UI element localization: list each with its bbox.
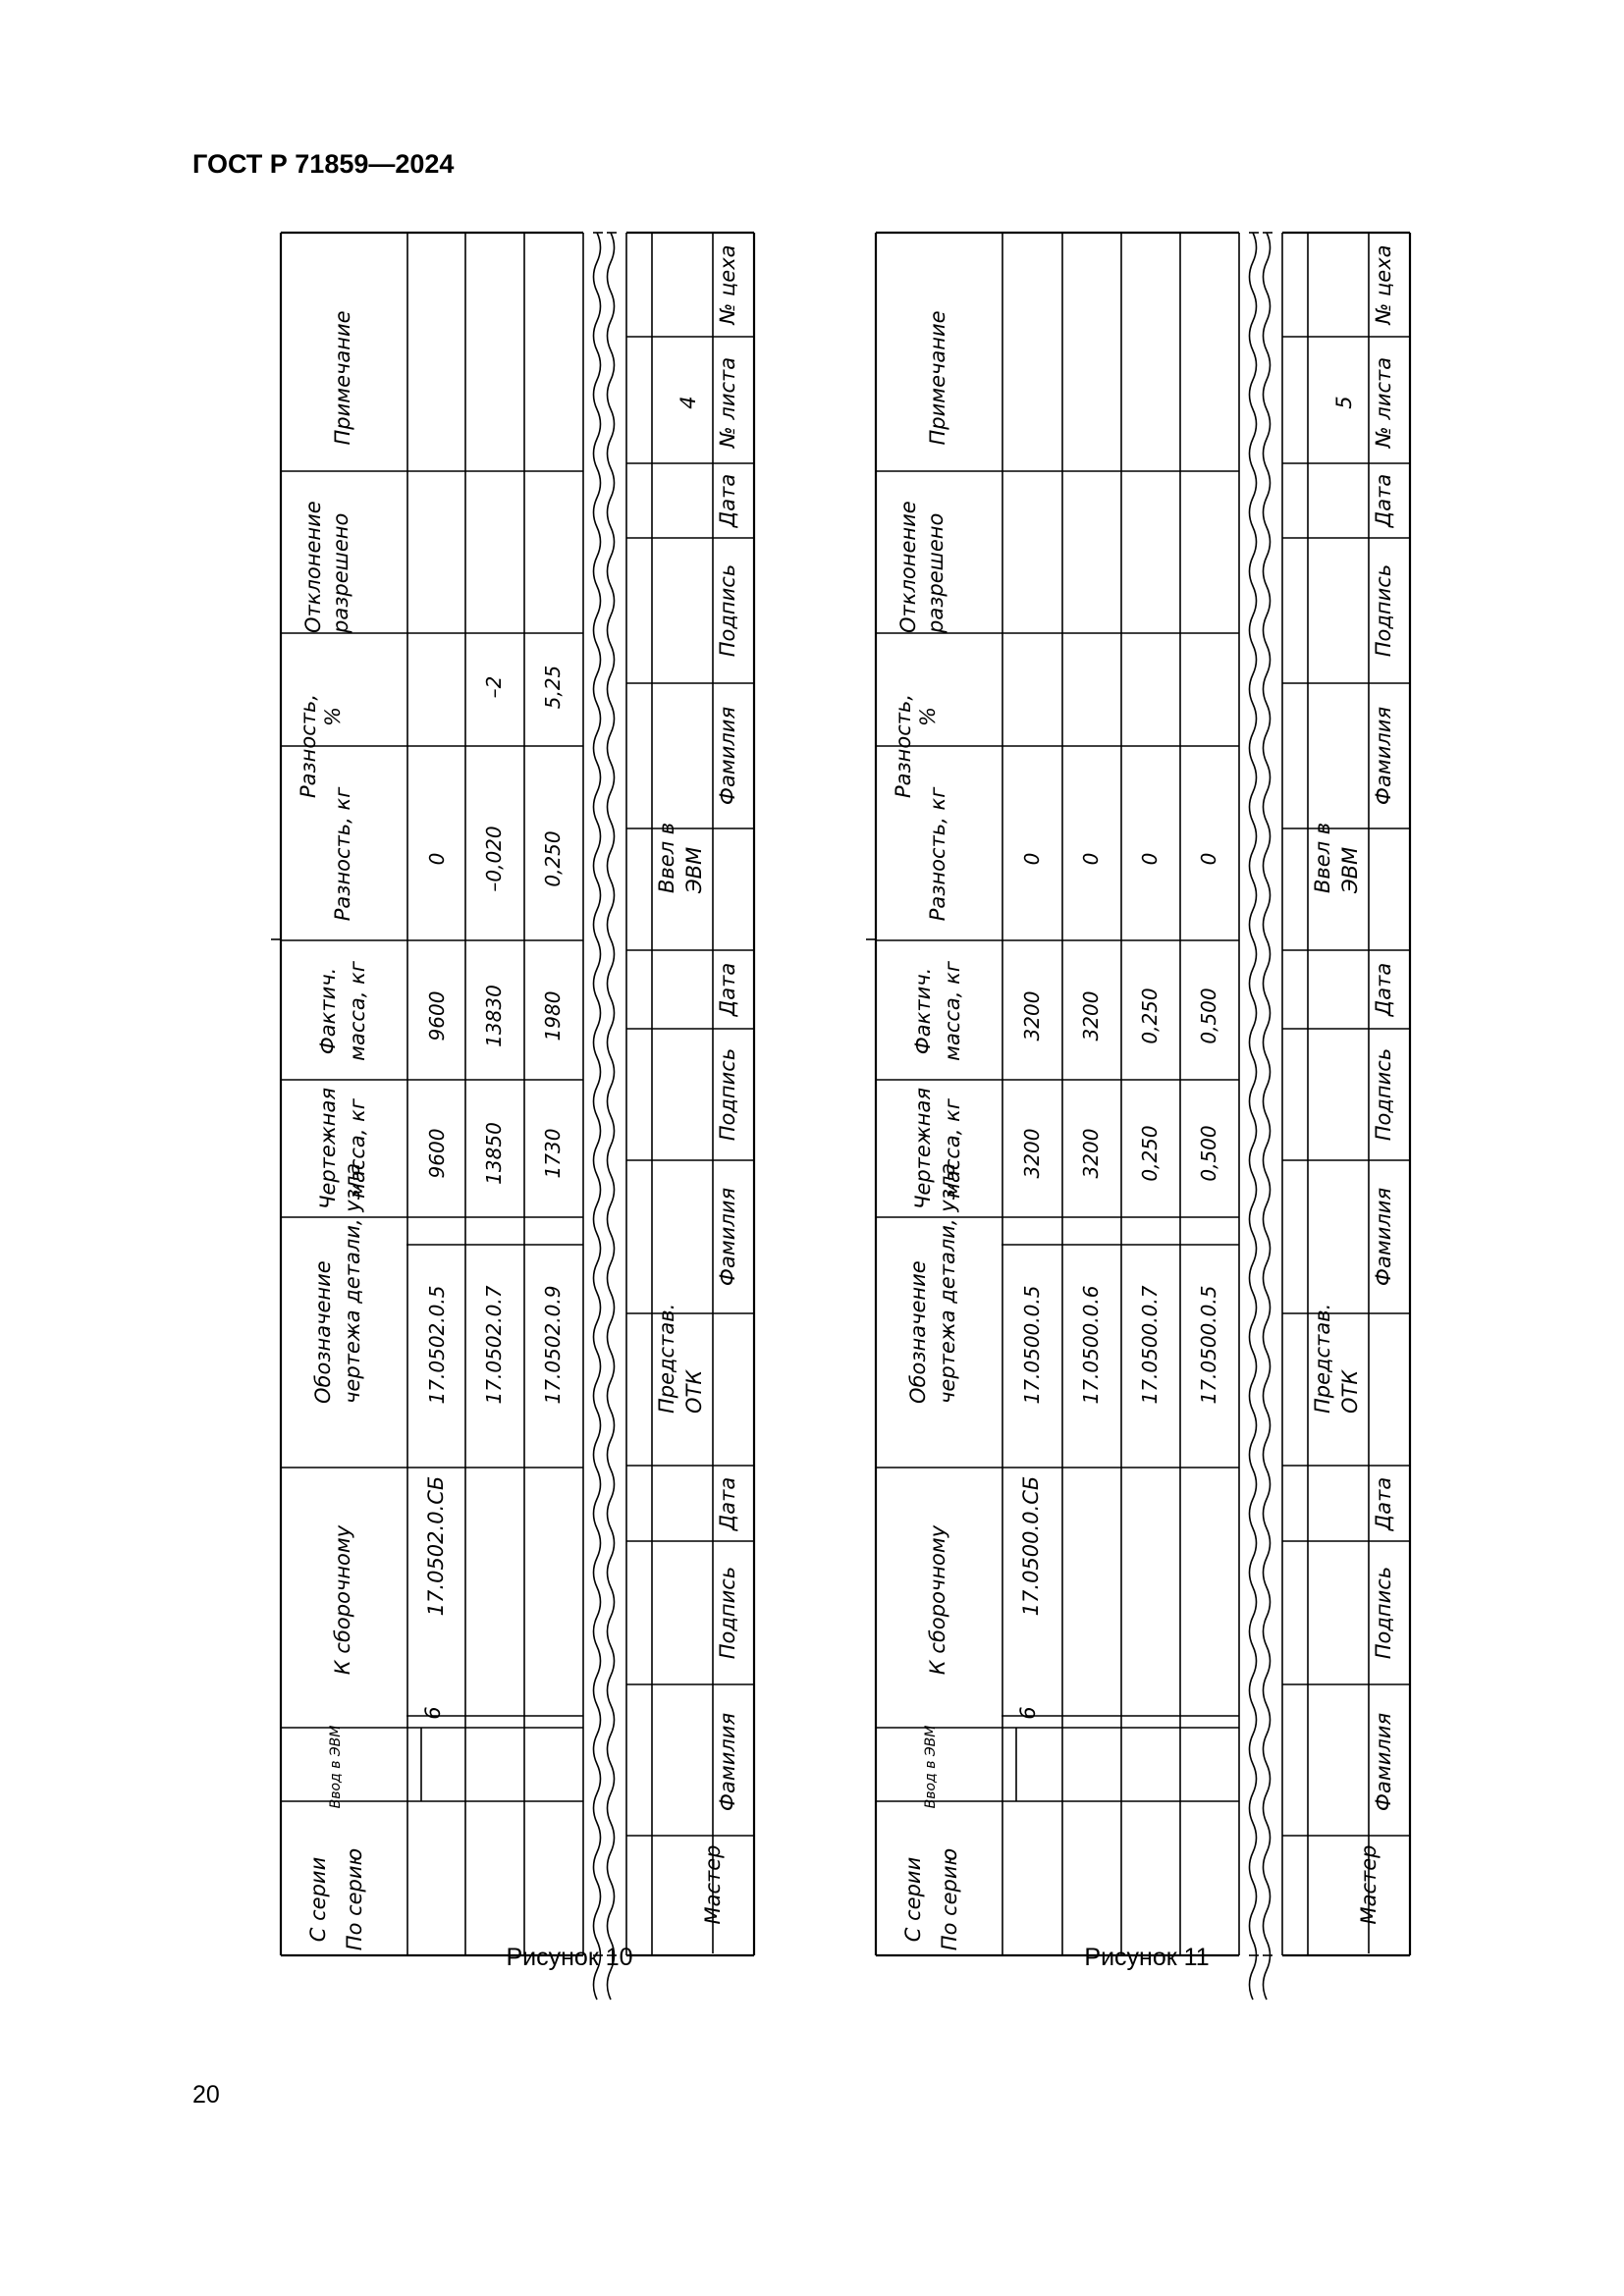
figure-10-caption: Рисунок 10	[506, 1944, 633, 1971]
row-designation: 17.0500.0.6	[1079, 1285, 1103, 1405]
figure-11-caption: Рисунок 11	[1084, 1944, 1210, 1971]
footer-surname: Фамилия	[1372, 706, 1395, 806]
footer-signature: Подпись	[716, 563, 739, 658]
footer-otk-line2: ОТК	[1338, 1369, 1362, 1414]
header-designation-line2: чертежа детали, узла	[341, 1162, 364, 1404]
row-actual-mass: 3200	[1079, 990, 1103, 1041]
footer-surname: Фамилия	[1372, 1187, 1395, 1287]
header-note: Примечание	[926, 310, 949, 446]
row-drawing-mass: 13850	[482, 1122, 506, 1185]
row-diff-kg: 0	[1020, 852, 1044, 866]
footer-otk-line2: ОТК	[682, 1369, 706, 1414]
footer-sheet-number: 4	[677, 396, 700, 409]
row-drawing-mass: 0,500	[1197, 1125, 1220, 1182]
footer-surname: Фамилия	[716, 1712, 739, 1812]
footer-entered-line2: ЭВМ	[1338, 846, 1362, 893]
footer-otk-line1: Предстaв.	[655, 1303, 678, 1414]
footer-master: Мастер	[1357, 1844, 1380, 1925]
row-diff-kg: 0	[425, 852, 449, 866]
footer-sheet-number: 5	[1332, 396, 1356, 409]
header-drawing-mass-line1: Чертежная	[316, 1088, 340, 1209]
header-diff-pct-line2: %	[916, 707, 940, 726]
row-actual-mass: 9600	[425, 990, 449, 1041]
footer-shop-label: № цеха	[716, 244, 739, 325]
break-line-2	[1264, 233, 1271, 2000]
footer-entered-line2: ЭВМ	[682, 846, 706, 893]
row-diff-kg: 0,250	[541, 830, 565, 887]
header-entry-computer: Ввод в ЭВМ	[923, 1725, 939, 1809]
header-actual-mass-line1: Фактич.	[316, 967, 340, 1055]
header-deviation-line2: разрешено	[329, 512, 352, 633]
footer-date: Дата	[716, 473, 739, 528]
header-actual-mass-line2: масса, кг	[941, 961, 964, 1061]
row-designation: 17.0502.0.7	[482, 1285, 506, 1405]
footer-date: Дата	[716, 1476, 739, 1531]
entry-code: 6	[1016, 1706, 1040, 1720]
assembly-designation: 17.0500.0.СБ	[1019, 1475, 1043, 1617]
assembly-designation: 17.0502.0.СБ	[424, 1475, 448, 1617]
row-diff-kg: 0	[1138, 852, 1162, 866]
header-note: Примечание	[331, 310, 354, 446]
header-from-series: С серии	[901, 1856, 925, 1943]
row-diff-kg: 0	[1079, 852, 1103, 866]
row-diff-pct: –2	[482, 675, 506, 699]
footer-date: Дата	[1372, 962, 1395, 1017]
row-drawing-mass: 3200	[1020, 1128, 1044, 1179]
footer-signature: Подпись	[716, 1047, 739, 1142]
header-designation-line1: Обозначение	[906, 1260, 930, 1404]
footer-signature: Подпись	[716, 1566, 739, 1660]
row-drawing-mass: 1730	[541, 1128, 565, 1179]
header-drawing-mass-line2: масса, кг	[346, 1098, 369, 1199]
row-diff-kg: 0	[1197, 852, 1220, 866]
header-drawing-mass-line2: масса, кг	[941, 1098, 964, 1199]
header-entry-computer: Ввод в ЭВМ	[328, 1725, 344, 1809]
row-drawing-mass: 0,250	[1138, 1125, 1162, 1182]
row-actual-mass: 13830	[482, 985, 506, 1047]
row-designation: 17.0502.0.9	[541, 1285, 565, 1405]
header-per-series: По серию	[938, 1847, 961, 1951]
header-actual-mass-line1: Фактич.	[911, 967, 935, 1055]
header-diff-pct-line1: Разность,	[892, 693, 915, 799]
page-number: 20	[192, 2081, 220, 2109]
header-from-series: С серии	[306, 1856, 330, 1943]
footer-date: Дата	[1372, 1476, 1395, 1531]
footer-date: Дата	[716, 962, 739, 1017]
row-actual-mass: 0,500	[1197, 988, 1220, 1044]
header-drawing-mass-line1: Чертежная	[911, 1088, 935, 1209]
header-actual-mass-line2: масса, кг	[346, 961, 369, 1061]
footer-entered-line1: Ввел в	[1311, 822, 1334, 893]
row-designation: 17.0500.0.7	[1138, 1285, 1162, 1405]
footer-otk-line1: Предстaв.	[1311, 1303, 1334, 1414]
entry-code: 6	[421, 1706, 445, 1720]
header-diff-pct-line1: Разность,	[297, 693, 320, 799]
document-header: ГОСТ Р 71859—2024	[192, 149, 455, 179]
header-to-assembly: К сборочному	[331, 1524, 354, 1676]
header-diff-pct-line2: %	[321, 707, 345, 726]
footer-surname: Фамилия	[716, 1187, 739, 1287]
header-designation-line1: Обозначение	[311, 1260, 335, 1404]
row-designation: 17.0500.0.5	[1197, 1285, 1220, 1405]
footer-entered-line1: Ввел в	[655, 822, 678, 893]
row-diff-kg: –0,020	[482, 826, 506, 892]
row-designation: 17.0502.0.5	[425, 1285, 449, 1405]
row-diff-pct: 5,25	[541, 665, 565, 710]
footer-date: Дата	[1372, 473, 1395, 528]
row-designation: 17.0500.0.5	[1020, 1285, 1044, 1405]
header-per-series: По серию	[343, 1847, 366, 1951]
row-actual-mass: 3200	[1020, 990, 1044, 1041]
footer-master: Мастер	[701, 1844, 725, 1925]
footer-surname: Фамилия	[1372, 1712, 1395, 1812]
row-actual-mass: 1980	[541, 990, 565, 1041]
header-diff-kg: Разность, кг	[331, 786, 354, 922]
header-to-assembly: К сборочному	[926, 1524, 949, 1676]
row-drawing-mass: 9600	[425, 1128, 449, 1179]
footer-signature: Подпись	[1372, 1566, 1395, 1660]
header-deviation-line1: Отклонение	[896, 501, 920, 633]
footer-sheet-label: № листа	[1372, 356, 1395, 449]
row-actual-mass: 0,250	[1138, 988, 1162, 1044]
footer-surname: Фамилия	[716, 706, 739, 806]
footer-signature: Подпись	[1372, 1047, 1395, 1142]
header-deviation-line1: Отклонение	[301, 501, 325, 633]
header-deviation-line2: разрешено	[924, 512, 947, 633]
footer-signature: Подпись	[1372, 563, 1395, 658]
header-designation-line2: чертежа детали, узла	[936, 1162, 959, 1404]
header-diff-kg: Разность, кг	[926, 786, 949, 922]
break-line-1	[1250, 233, 1257, 2000]
footer-sheet-label: № листа	[716, 356, 739, 449]
footer-shop-label: № цеха	[1372, 244, 1395, 325]
row-drawing-mass: 3200	[1079, 1128, 1103, 1179]
